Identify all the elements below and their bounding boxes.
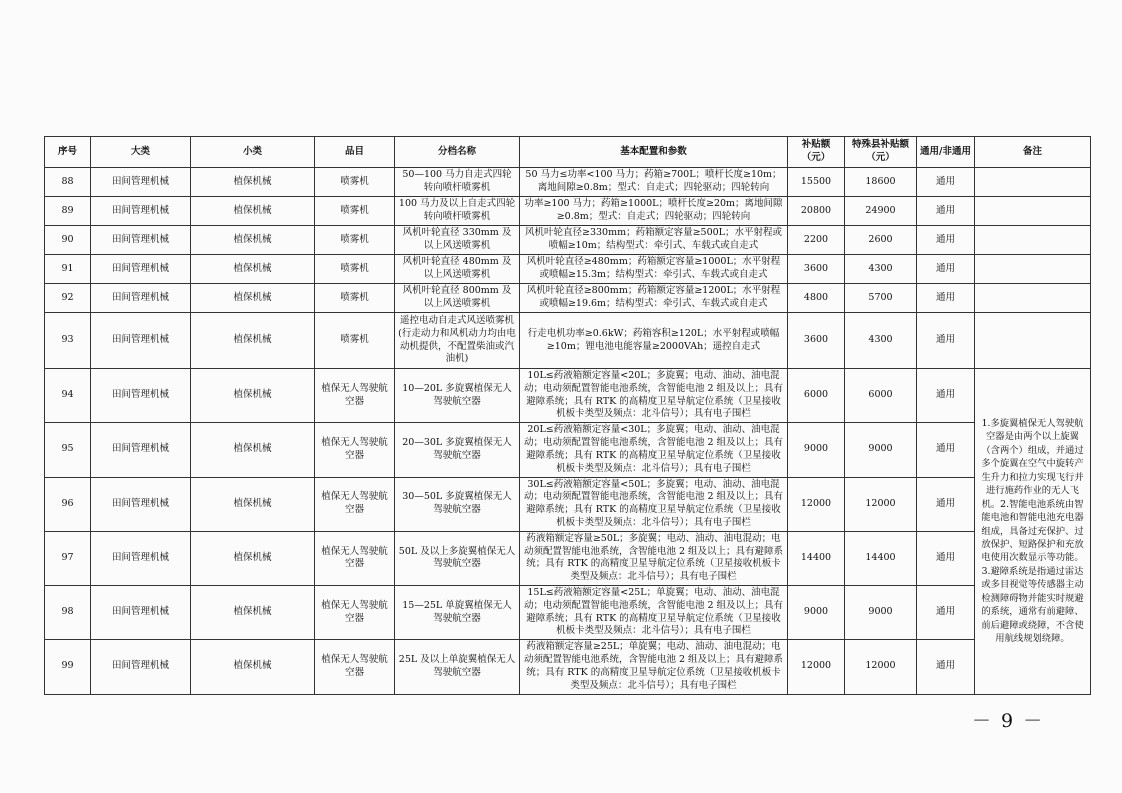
cell-item: 喷雾机 [315,226,395,255]
cell-category: 田间管理机械 [91,168,191,197]
cell-params: 药液箱额定容量≥25L；单旋翼；电动、油动、油电混动；电动须配置智能电池系统，含智能电池 2 组及以上；具有避障系统；具有 RTK 的高精度卫星导航定位系统（卫星接收机板卡类型及频点：北斗信号）；具有电子围栏 [520,640,788,694]
cell-subsidy: 20800 [788,197,845,226]
cell-note-empty [975,226,1091,255]
cell-general: 通用 [917,255,975,284]
cell-subsidy: 12000 [788,477,845,531]
cell-note-empty [975,168,1091,197]
cell-general: 通用 [917,586,975,640]
table-header-row [45,137,1091,168]
table-row [45,477,1091,531]
cell-params: 风机叶轮直径≥330mm；药箱额定容量≥500L；水平射程或喷幅≥10m；结构型式：牵引式、车载式或自走式 [520,226,788,255]
cell-item: 喷雾机 [315,255,395,284]
cell-category: 田间管理机械 [91,226,191,255]
cell-special-subsidy: 4300 [845,255,917,284]
cell-special-subsidy: 5700 [845,284,917,313]
table-row [45,226,1091,255]
cell-item: 植保无人驾驶航空器 [315,531,395,585]
header-category: 大类 [91,137,191,168]
table-row [45,255,1091,284]
cell-subsidy: 12000 [788,640,845,694]
cell-grade: 15—25L 单旋翼植保无人驾驶航空器 [395,586,520,640]
cell-subcategory: 植保机械 [191,369,315,423]
cell-no: 89 [45,197,91,226]
cell-category: 田间管理机械 [91,369,191,423]
cell-item: 植保无人驾驶航空器 [315,586,395,640]
cell-special-subsidy: 24900 [845,197,917,226]
cell-params: 20L≤药液箱额定容量<30L；多旋翼；电动、油动、油电混动；电动须配置智能电池系统，含智能电池 2 组及以上；具有避障系统；具有 RTK 的高精度卫星导航定位系统（卫星接收机板卡类型及频点：北斗信号）；具有电子围栏 [520,423,788,477]
cell-item: 喷雾机 [315,284,395,313]
cell-subsidy: 4800 [788,284,845,313]
cell-category: 田间管理机械 [91,313,191,369]
cell-note-empty [975,197,1091,226]
cell-general: 通用 [917,168,975,197]
cell-subcategory: 植保机械 [191,226,315,255]
cell-subsidy: 3600 [788,313,845,369]
cell-category: 田间管理机械 [91,284,191,313]
cell-grade: 25L 及以上单旋翼植保无人驾驶航空器 [395,640,520,694]
cell-item: 植保无人驾驶航空器 [315,369,395,423]
cell-category: 田间管理机械 [91,586,191,640]
cell-special-subsidy: 18600 [845,168,917,197]
cell-subsidy: 9000 [788,423,845,477]
cell-grade: 100 马力及以上自走式四轮转向喷杆喷雾机 [395,197,520,226]
cell-general: 通用 [917,284,975,313]
cell-note-empty [975,313,1091,369]
table-row [45,423,1091,477]
cell-subcategory: 植保机械 [191,586,315,640]
cell-grade: 风机叶轮直径 480mm 及以上风送喷雾机 [395,255,520,284]
table-row [45,586,1091,640]
cell-general: 通用 [917,423,975,477]
cell-no: 91 [45,255,91,284]
cell-general: 通用 [917,197,975,226]
header-note: 备注 [975,137,1091,168]
cell-grade: 10—20L 多旋翼植保无人驾驶航空器 [395,369,520,423]
cell-no: 93 [45,313,91,369]
cell-params: 功率≥100 马力；药箱≥1000L；喷杆长度≥20m；离地间隙≥0.8m；型式：自走式；四轮驱动；四轮转向 [520,197,788,226]
cell-subsidy: 3600 [788,255,845,284]
cell-item: 喷雾机 [315,197,395,226]
cell-special-subsidy: 14400 [845,531,917,585]
cell-general: 通用 [917,531,975,585]
cell-subcategory: 植保机械 [191,313,315,369]
table-row [45,284,1091,313]
cell-item: 喷雾机 [315,168,395,197]
cell-general: 通用 [917,640,975,694]
cell-special-subsidy: 2600 [845,226,917,255]
cell-subcategory: 植保机械 [191,284,315,313]
cell-item: 植保无人驾驶航空器 [315,477,395,531]
cell-subcategory: 植保机械 [191,640,315,694]
cell-subsidy: 9000 [788,586,845,640]
header-grade: 分档名称 [395,137,520,168]
cell-params: 风机叶轮直径≥800mm；药箱额定容量≥1200L；水平射程或喷幅≥19.6m；结构型式：牵引式、车载式或自走式 [520,284,788,313]
cell-no: 98 [45,586,91,640]
cell-subsidy: 2200 [788,226,845,255]
cell-no: 92 [45,284,91,313]
cell-params: 30L≤药液箱额定容量<50L；多旋翼；电动、油动、油电混动；电动须配置智能电池系统，含智能电池 2 组及以上；具有避障系统；具有 RTK 的高精度卫星导航定位系统（卫星接收机板卡类型及频点：北斗信号）；具有电子围栏 [520,477,788,531]
cell-item: 喷雾机 [315,313,395,369]
cell-subcategory: 植保机械 [191,423,315,477]
table-row [45,168,1091,197]
cell-grade: 20—30L 多旋翼植保无人驾驶航空器 [395,423,520,477]
cell-params: 药液箱额定容量≥50L；多旋翼；电动、油动、油电混动；电动须配置智能电池系统，含智能电池 2 组及以上；具有避障系统；具有 RTK 的高精度卫星导航定位系统（卫星接收机板卡类型及频点：北斗信号）；具有电子围栏 [520,531,788,585]
cell-special-subsidy: 6000 [845,369,917,423]
table-row [45,369,1091,423]
cell-params: 10L≤药液箱额定容量<20L；多旋翼；电动、油动、油电混动；电动须配置智能电池系统，含智能电池 2 组及以上；具有避障系统；具有 RTK 的高精度卫星导航定位系统（卫星接收机板卡类型及频点：北斗信号）；具有电子围栏 [520,369,788,423]
cell-grade: 50—100 马力自走式四轮转向喷杆喷雾机 [395,168,520,197]
cell-special-subsidy: 12000 [845,640,917,694]
cell-category: 田间管理机械 [91,531,191,585]
cell-params: 行走电机功率≥0.6kW；药箱容积≥120L；水平射程或喷幅≥10m；锂电池电能容量≥2000VAh；遥控自走式 [520,313,788,369]
cell-special-subsidy: 9000 [845,586,917,640]
cell-note-empty [975,284,1091,313]
cell-grade: 风机叶轮直径 800mm 及以上风送喷雾机 [395,284,520,313]
cell-no: 97 [45,531,91,585]
cell-item: 植保无人驾驶航空器 [315,423,395,477]
cell-item: 植保无人驾驶航空器 [315,640,395,694]
cell-subsidy: 6000 [788,369,845,423]
header-subcategory: 小类 [191,137,315,168]
cell-note-empty [975,255,1091,284]
cell-subcategory: 植保机械 [191,168,315,197]
cell-category: 田间管理机械 [91,423,191,477]
cell-subcategory: 植保机械 [191,197,315,226]
table-row [45,197,1091,226]
subsidy-table [44,136,1091,695]
cell-params: 风机叶轮直径≥480mm；药箱额定容量≥1000L；水平射程或喷幅≥15.3m；结构型式：牵引式、车载式或自走式 [520,255,788,284]
cell-general: 通用 [917,477,975,531]
cell-no: 94 [45,369,91,423]
cell-grade: 50L 及以上多旋翼植保无人驾驶航空器 [395,531,520,585]
cell-no: 99 [45,640,91,694]
cell-grade: 风机叶轮直径 330mm 及以上风送喷雾机 [395,226,520,255]
cell-special-subsidy: 12000 [845,477,917,531]
cell-category: 田间管理机械 [91,197,191,226]
table-row [45,640,1091,694]
header-subsidy: 补贴额（元） [788,137,845,168]
page-number: － 9 － [972,710,1045,732]
cell-no: 90 [45,226,91,255]
header-general: 通用/非通用 [917,137,975,168]
cell-subsidy: 15500 [788,168,845,197]
table-row [45,313,1091,369]
header-params: 基本配置和参数 [520,137,788,168]
cell-params: 50 马力≤功率<100 马力；药箱≥700L；喷杆长度≥10m；离地间隙≥0.8m；型式：自走式；四轮驱动；四轮转向 [520,168,788,197]
cell-subsidy: 14400 [788,531,845,585]
cell-general: 通用 [917,369,975,423]
cell-no: 96 [45,477,91,531]
cell-special-subsidy: 4300 [845,313,917,369]
cell-subcategory: 植保机械 [191,477,315,531]
cell-no: 95 [45,423,91,477]
cell-general: 通用 [917,313,975,369]
cell-category: 田间管理机械 [91,255,191,284]
cell-special-subsidy: 9000 [845,423,917,477]
cell-params: 15L≤药液箱额定容量<25L；单旋翼；电动、油动、油电混动；电动须配置智能电池系统，含智能电池 2 组及以上；具有避障系统；具有 RTK 的高精度卫星导航定位系统（卫星接收机板卡类型及频点：北斗信号）；具有电子围栏 [520,586,788,640]
cell-general: 通用 [917,226,975,255]
cell-category: 田间管理机械 [91,477,191,531]
cell-subcategory: 植保机械 [191,255,315,284]
cell-no: 88 [45,168,91,197]
header-no: 序号 [45,137,91,168]
cell-grade: 遥控电动自走式风送喷雾机(行走动力和风机动力均由电动机提供，不配置柴油或汽油机) [395,313,520,369]
header-special-subsidy: 特殊县补贴额（元） [845,137,917,168]
cell-category: 田间管理机械 [91,640,191,694]
cell-subcategory: 植保机械 [191,531,315,585]
cell-grade: 30—50L 多旋翼植保无人驾驶航空器 [395,477,520,531]
header-item: 品目 [315,137,395,168]
cell-note-uav: 1.多旋翼植保无人驾驶航空器是由两个以上旋翼（含两个）组成，并通过多个旋翼在空气中旋转产生升力和拉力实现飞行并进行施药作业的无人飞机。2.智能电池系统由智能电池和智能电池充电器组成，具备过充保护、过放保护、短路保护和充放电使用次数显示等功能。3.避障系统是指通过雷达或多目视觉等传感器主动检测障碍物并能实时规避的系统，通常有前避障、前后避障或绕障，不含使用航线规划绕障。 [975,369,1091,695]
table-row [45,531,1091,585]
